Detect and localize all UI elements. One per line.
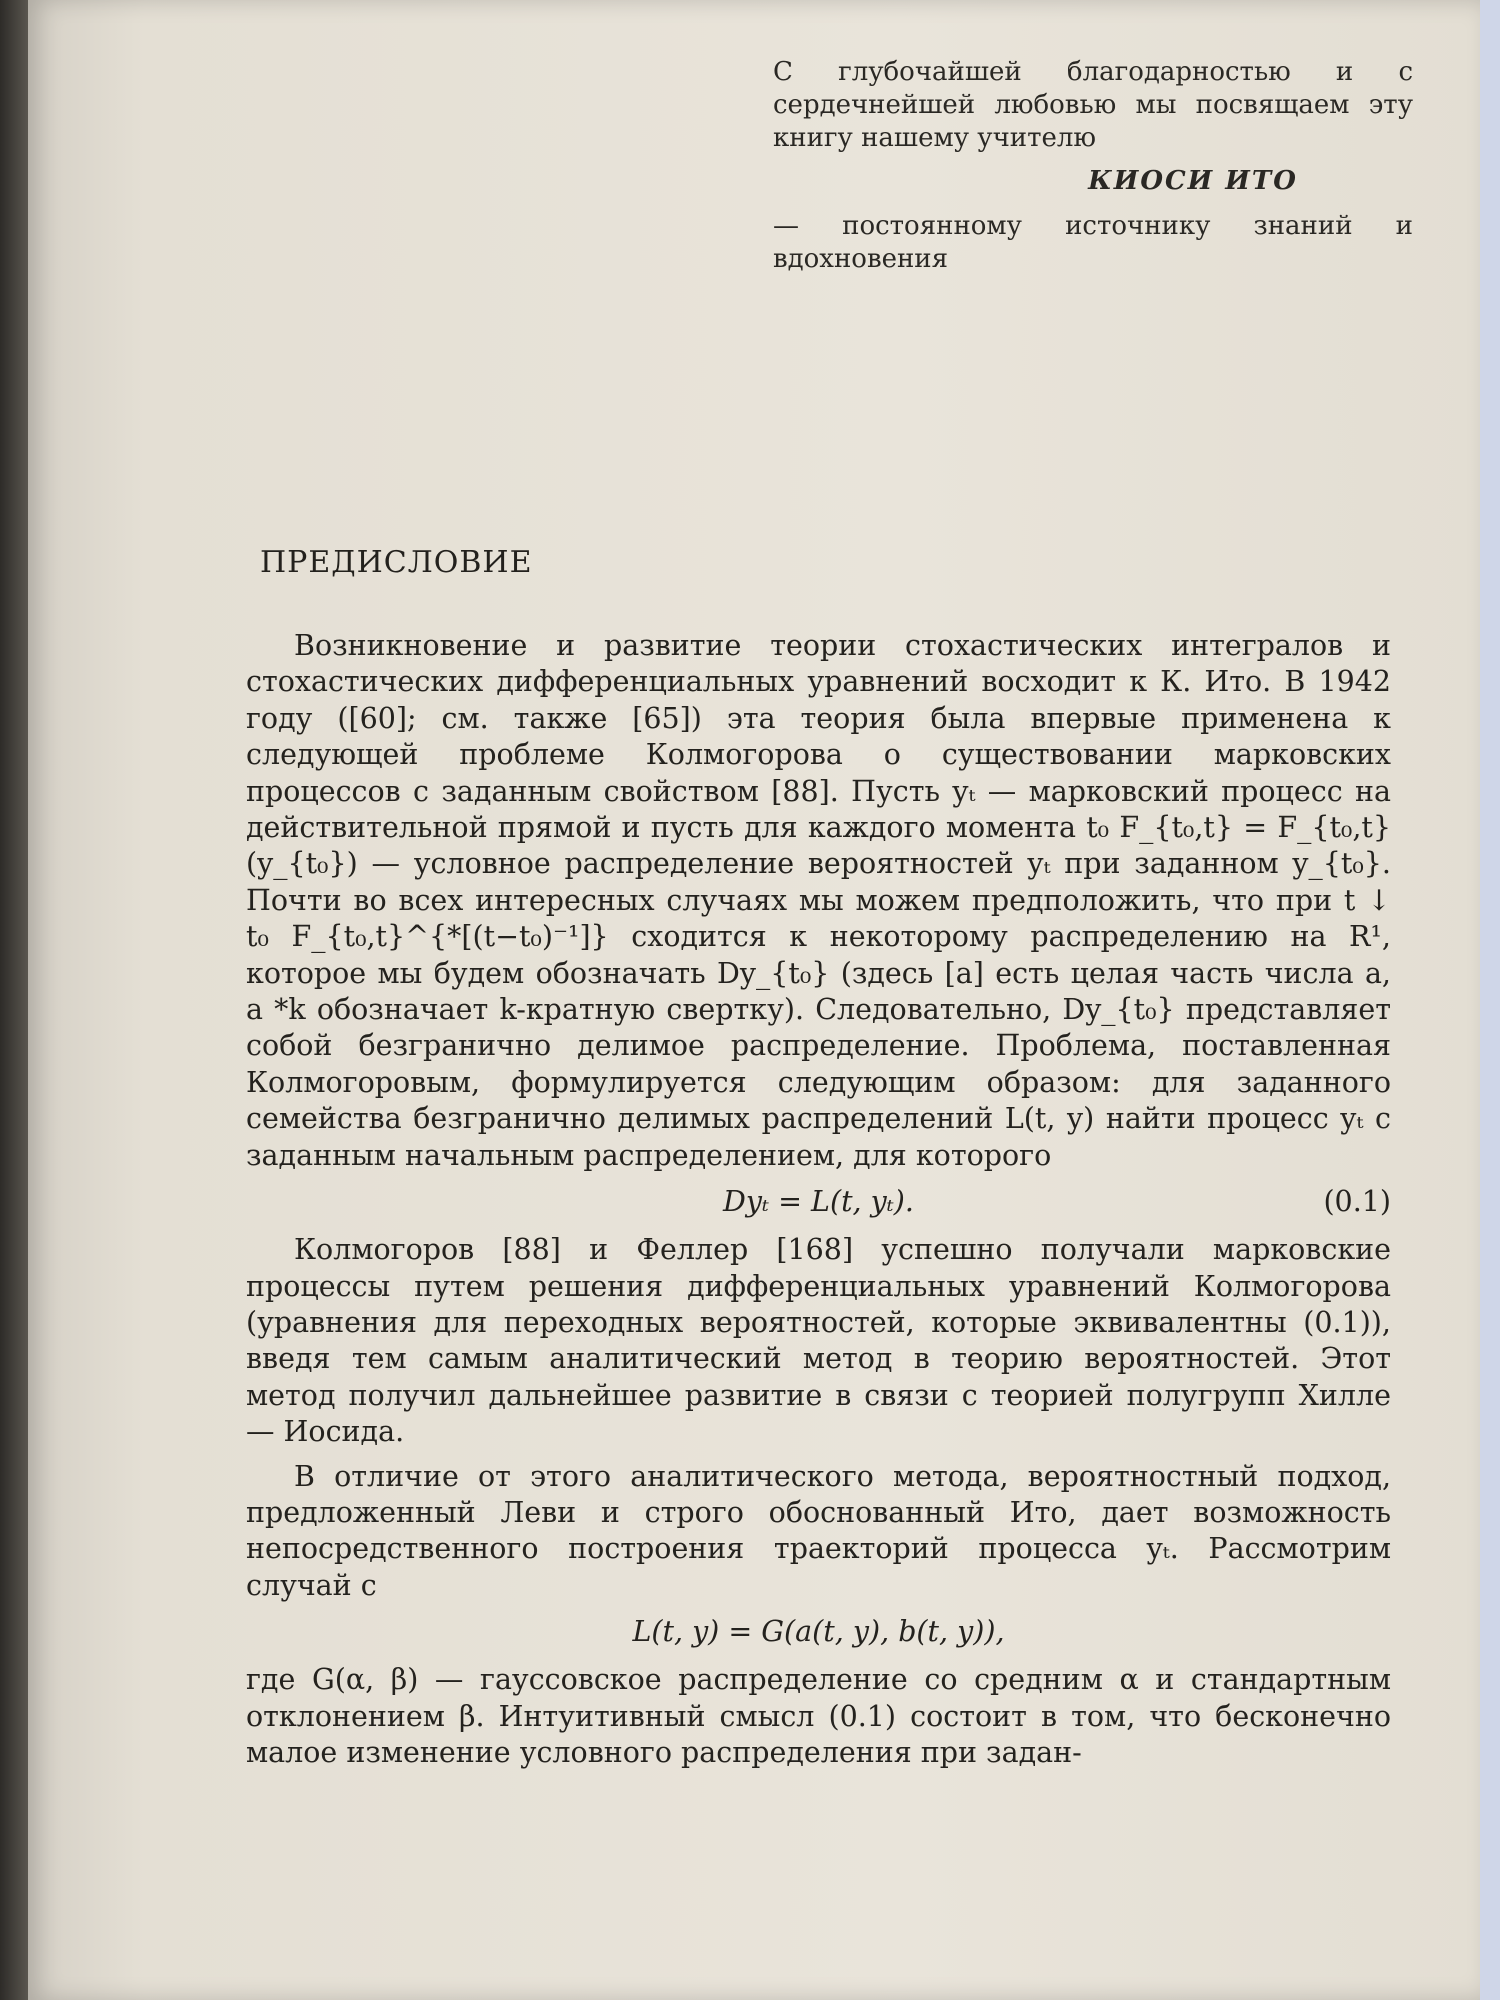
dedication-text-continued: — постоянному источнику знаний и вдохновения — [773, 211, 1413, 274]
paragraph-2: Колмогоров [88] и Феллер [168] успешно получали марковские процессы путем решения дифференциальных уравнений Колмогорова (уравнения для переходных вероятностей, которые эквивалентны (0.1)), введя тем самым аналитический метод в теорию вероятностей. Этот метод получил дальнейшее развитие в связи с теорией полугрупп Хилле — Иосида. — [246, 1233, 1391, 1449]
formula-number: (0.1) — [1323, 1185, 1391, 1219]
dedication-name: КИОСИ ИТО — [1088, 166, 1298, 196]
paragraph-3: В отличие от этого аналитического метода, вероятностный подход, предложенный Леви и строго обоснованный Ито, дает возможность непосредственного построения траекторий процесса yₜ. Рассмотрим случай с — [246, 1459, 1391, 1602]
paragraph-4: где G(α, β) — гауссовское распределение со средним α и стандартным отклонением β. Интуитивный смысл (0.1) состоит в том, что бесконечно малое изменение условного распределения при задан- — [246, 1663, 1391, 1769]
paragraph-1: Возникновение и развитие теории стохастических интегралов и стохастических дифференциальных уравнений восходит к К. Ито. В 1942 году ([60]; см. также [65]) эта теория была впервые применена к следующей проблеме Колмогорова о существовании марковских процессов с заданным свойством [88]. Пусть yₜ — марковский процесс на действительной прямой и пусть для каждого момента t₀ F_{t₀,t} = F_{t₀,t}(y_{t₀}) — условное распределение вероятностей yₜ при заданном y_{t₀}. Почти во всех интересных случаях мы можем предположить, что при t ↓ t₀ F_{t₀,t}^{*[(t−t₀)⁻¹]} сходится к некоторому распределению на R¹, которое мы будем обозначать Dy_{t₀} (здесь [a] есть целая часть числа a, а *k обозначает k-кратную свертку). Следовательно, Dy_{t₀} представляет собой безгранично делимое распределение. Проблема, поставленная Колмогоровым, формулируется следующим образом: для заданного семейства безгранично делимых распределений L(t, y) найти процесс yₜ с заданным начальным распределением, для которого — [246, 629, 1391, 1172]
formula-text: L(t, y) = G(a(t, y), b(t, y)), — [632, 1615, 1005, 1649]
preface-body — [246, 628, 1391, 1779]
book-page — [28, 0, 1480, 2000]
dedication-text: С глубочайшей благодарностью и с сердечнейшей любовью мы посвящаем эту книгу нашему учителю — [773, 57, 1413, 153]
book-spine-shadow — [0, 0, 28, 2000]
page-title: ПРЕДИСЛОВИЕ — [260, 545, 533, 580]
formula-gaussian — [246, 1612, 1391, 1652]
formula-0-1 — [246, 1182, 1391, 1222]
formula-text: Dyₜ = L(t, yₜ). — [723, 1185, 914, 1219]
dedication-block — [773, 56, 1413, 276]
adjacent-notebook-edge — [1480, 0, 1500, 2000]
